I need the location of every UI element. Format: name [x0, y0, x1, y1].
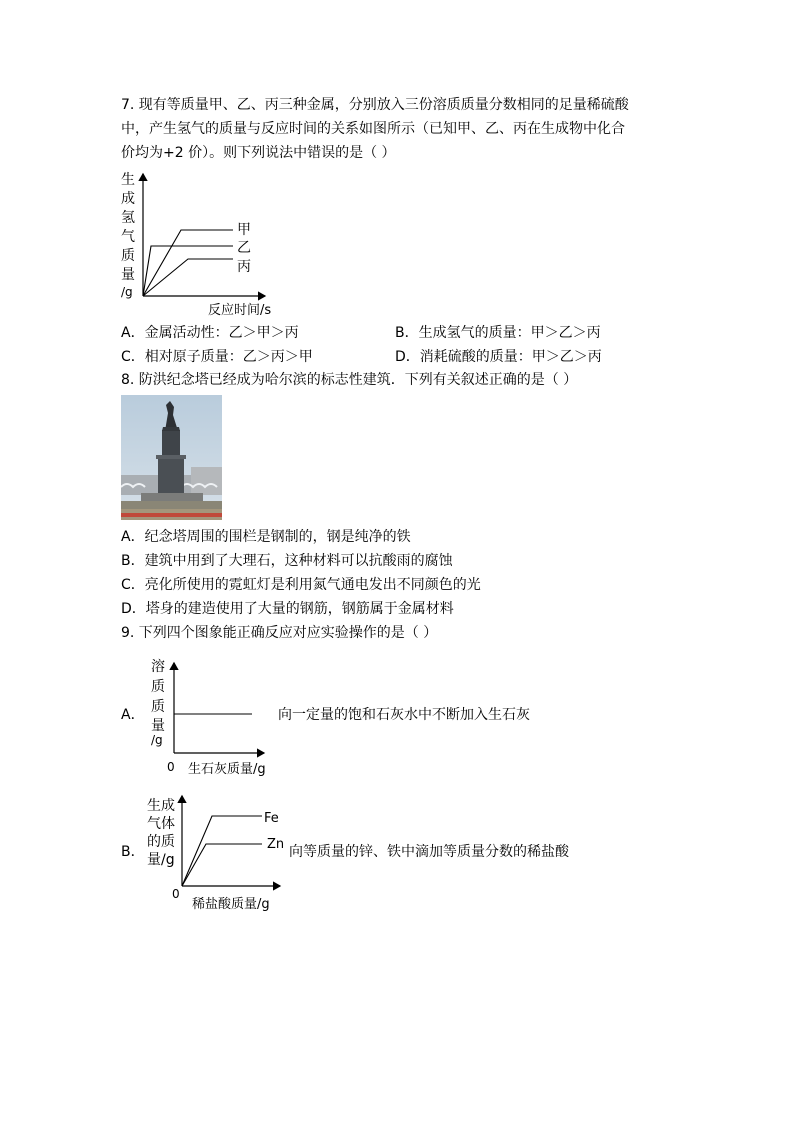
q9-graph-b	[140, 790, 290, 915]
q8-option-a[interactable]: A．纪念塔周围的围栏是钢制的，钢是纯净的铁	[121, 529, 411, 545]
q9-stem: 9. 下列四个图象能正确反应对应实验操作的是（ ）	[121, 625, 438, 641]
q7-xlabel: 反应时间/s	[208, 303, 272, 318]
q7-series-label-1: 甲	[237, 222, 251, 238]
q7-option-a[interactable]: A．金属活动性：乙＞甲＞丙	[121, 325, 299, 341]
q7-ylabel-char-5: 质	[121, 248, 135, 264]
q7-ylabel-char-3: 氢	[121, 210, 135, 226]
q9a-ylabel-char-5: /g	[151, 733, 163, 747]
q9a-origin: 0	[167, 760, 175, 774]
q7-ylabel-char-1: 生	[121, 172, 135, 188]
q9b-ylabel-line-2: 气体	[147, 816, 175, 832]
q7-stem-line-1: 7. 现有等质量甲、乙、丙三种金属，分别放入三份溶质质量分数相同的足量稀硫酸	[121, 97, 629, 113]
q8-option-d[interactable]: D．塔身的建造使用了大量的钢筋，钢筋属于金属材料	[121, 601, 454, 617]
q9-option-b-letter[interactable]: B．	[121, 844, 145, 860]
q9b-ylabel-line-1: 生成	[147, 798, 175, 814]
q7-option-c[interactable]: C．相对原子质量：乙＞丙＞甲	[121, 349, 313, 365]
q9-option-b-description: 向等质量的锌、铁中滴加等质量分数的稀盐酸	[289, 844, 569, 860]
q9a-ylabel-char-3: 质	[151, 699, 165, 715]
monument-photo	[121, 395, 222, 520]
q9b-ylabel-line-4: 量/g	[147, 852, 175, 868]
q7-ylabel-char-7: /g	[121, 285, 133, 299]
q9a-ylabel-char-1: 溶	[151, 659, 165, 675]
q7-ylabel-char-4: 气	[121, 229, 135, 245]
q7-stem-line-2: 中，产生氢气的质量与反应时间的关系如图所示（已知甲、乙、丙在生成物中化合	[121, 121, 625, 137]
q7-series-line-1	[143, 230, 233, 296]
q8-option-c[interactable]: C．亮化所使用的霓虹灯是利用氮气通电发出不同颜色的光	[121, 577, 481, 593]
q7-stem-line-3: 价均为+2 价）。则下列说法中错误的是（ ）	[121, 145, 396, 161]
q8-stem: 8. 防洪纪念塔已经成为哈尔滨的标志性建筑．下列有关叙述正确的是（ ）	[121, 372, 578, 388]
q7-series-line-2	[143, 246, 233, 296]
q9b-series-label-zn: Zn	[267, 837, 285, 852]
q8-option-b[interactable]: B．建筑中用到了大理石，这种材料可以抗酸雨的腐蚀	[121, 553, 453, 569]
q7-series-label-2: 乙	[237, 240, 251, 256]
q9b-ylabel-line-3: 的质	[147, 834, 175, 850]
q7-series-line-3	[143, 259, 233, 296]
q7-hydrogen-chart	[118, 168, 288, 320]
q7-option-d[interactable]: D．消耗硫酸的质量：甲＞乙＞丙	[395, 349, 602, 365]
q9a-ylabel-char-2: 质	[151, 679, 165, 695]
q9a-ylabel-char-4: 量	[151, 718, 165, 734]
q9-graph-a	[140, 655, 280, 783]
q9b-series-line-fe	[182, 816, 262, 886]
q7-option-b[interactable]: B．生成氢气的质量：甲＞乙＞丙	[395, 325, 601, 341]
q9a-xlabel: 生石灰质量/g	[188, 762, 266, 777]
q9b-series-line-zn	[182, 844, 262, 886]
q9b-origin: 0	[172, 887, 180, 901]
q9-option-a-letter[interactable]: A．	[121, 707, 145, 723]
q7-series-label-3: 丙	[237, 259, 251, 275]
q7-ylabel-char-2: 成	[121, 191, 135, 207]
q9b-xlabel: 稀盐酸质量/g	[192, 897, 270, 912]
q9b-series-label-fe: Fe	[264, 811, 279, 826]
q7-ylabel-char-6: 量	[121, 267, 135, 283]
q9-option-a-description: 向一定量的饱和石灰水中不断加入生石灰	[278, 707, 530, 723]
